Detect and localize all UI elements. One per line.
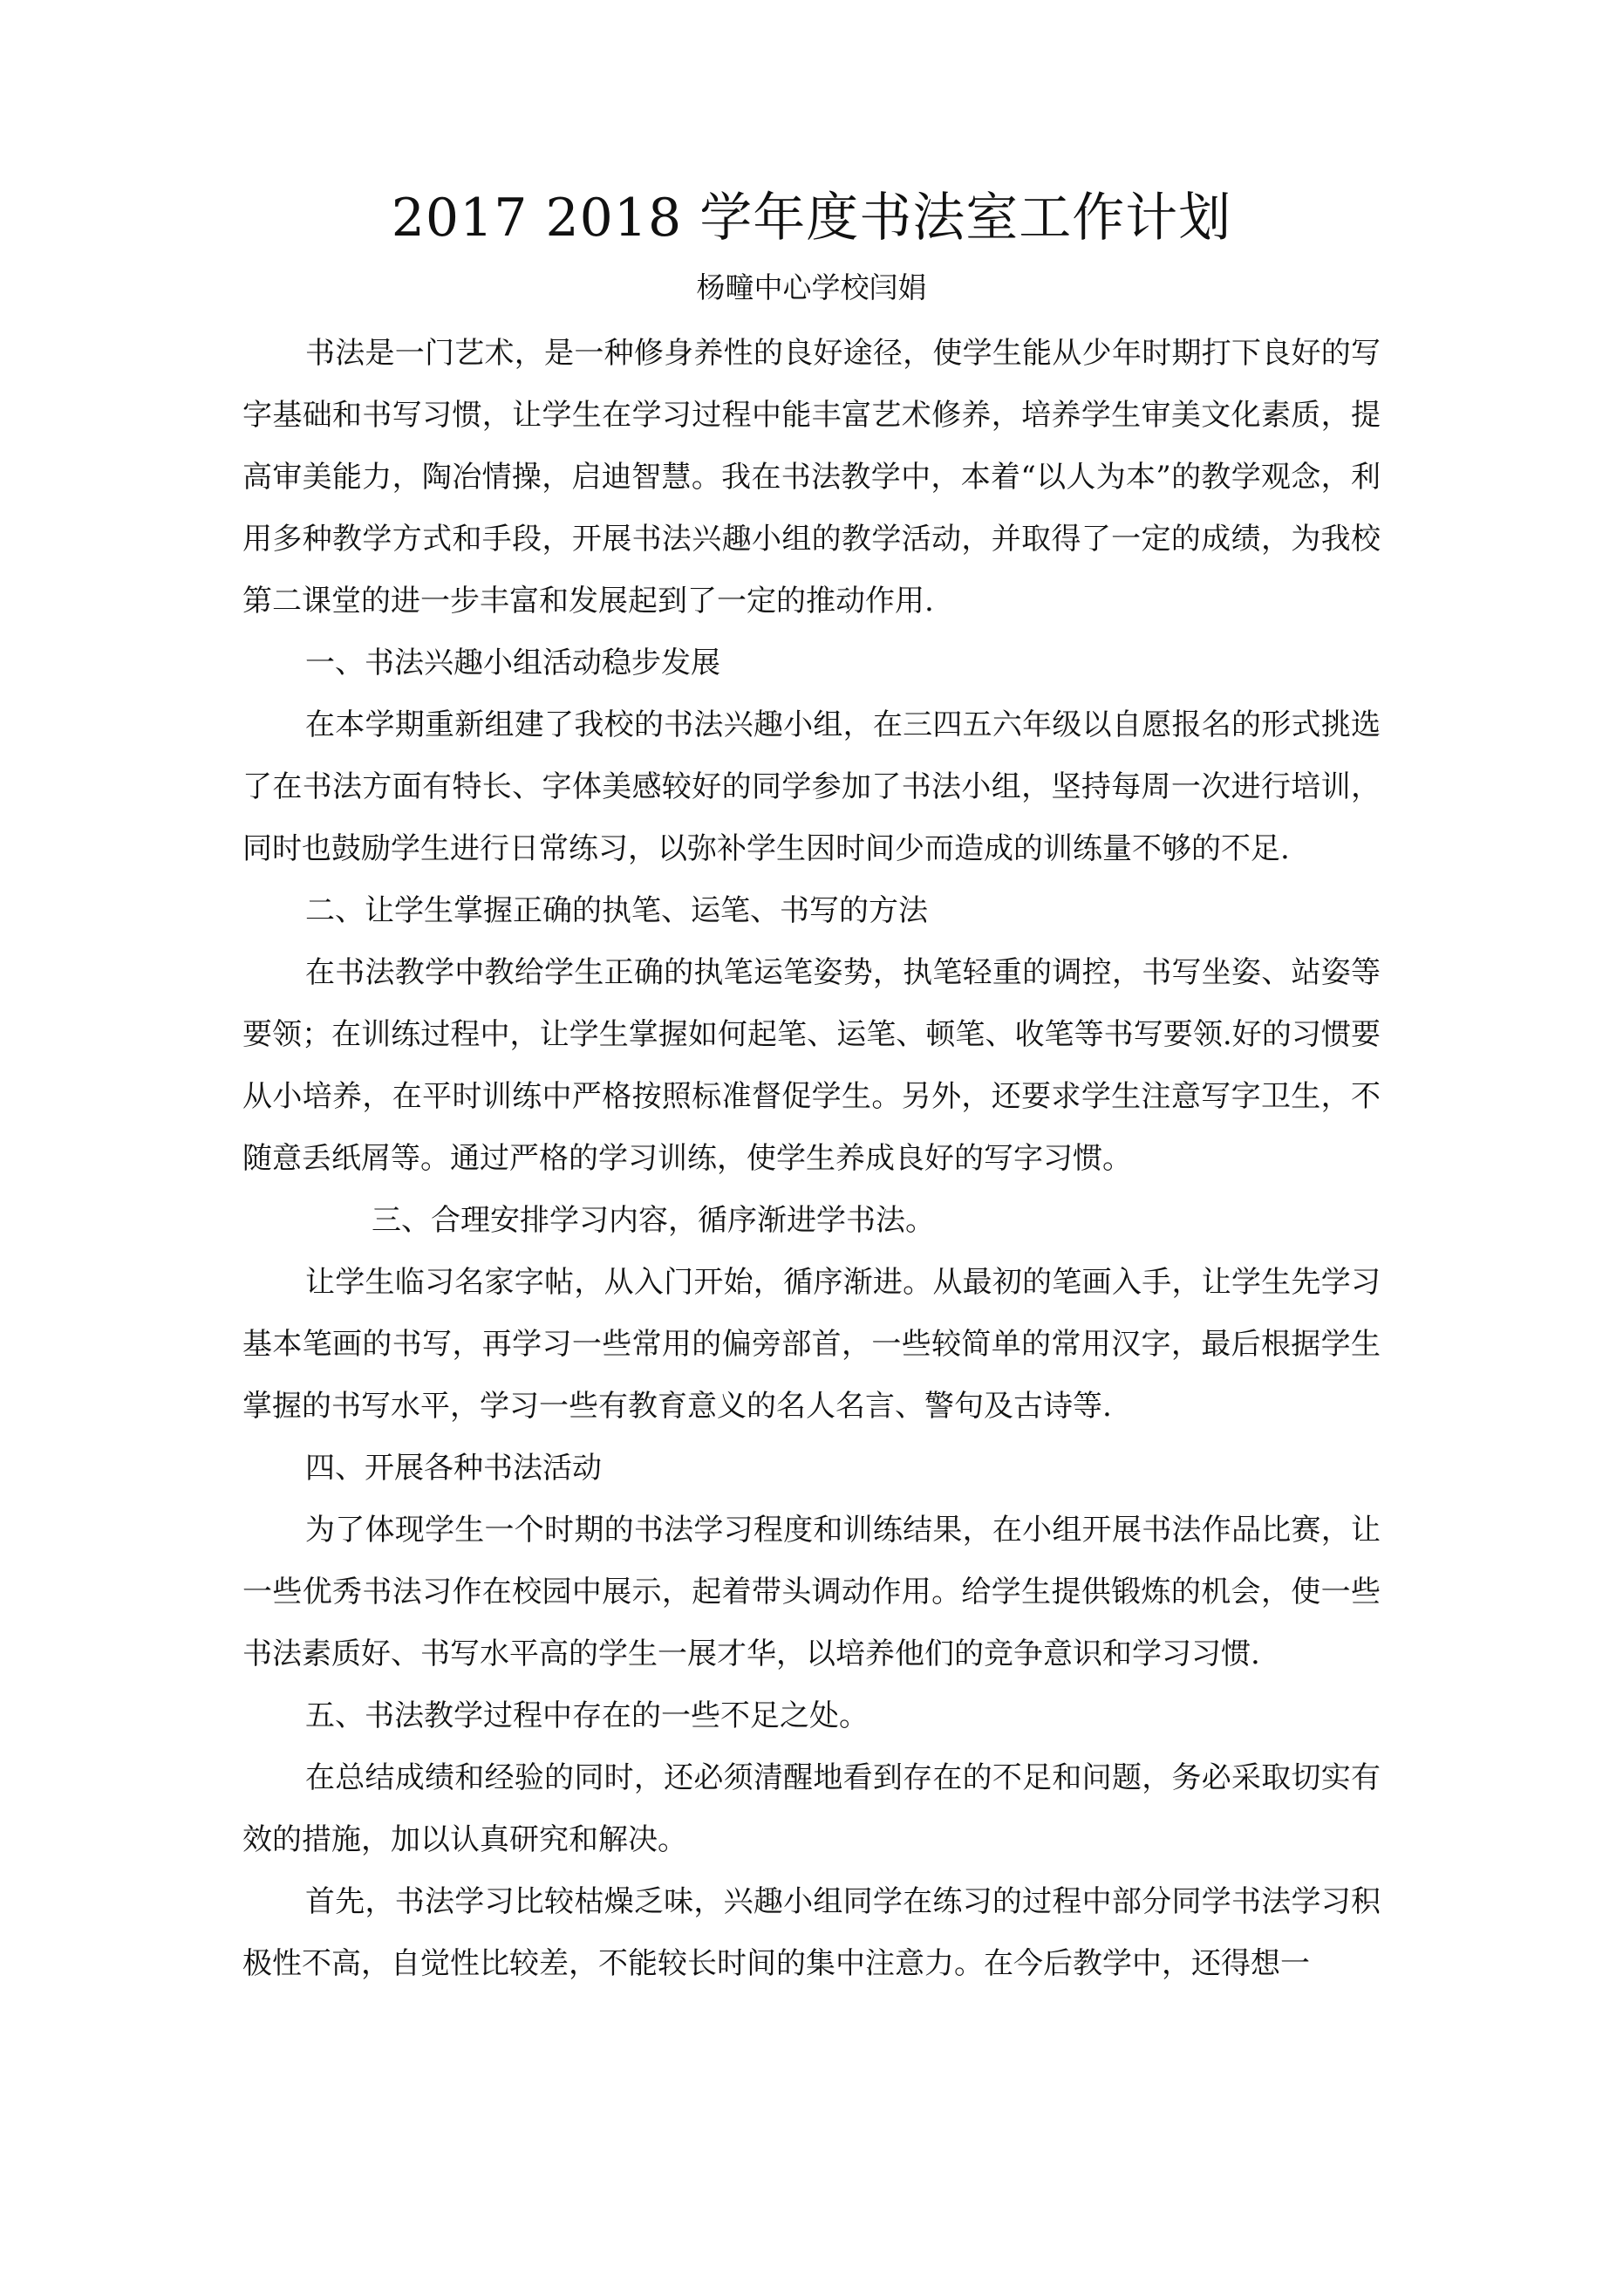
body-paragraph: 首先，书法学习比较枯燥乏味，兴趣小组同学在练习的过程中部分同学书法学习积极性不高，自觉性比较差，不能较长时间的集中注意力。在今后教学中，还得想一 [242,1884,1381,1981]
body-paragraph: 让学生临习名家字帖，从入门开始，循序渐进。从最初的笔画入手，让学生先学习基本笔画的书写，再学习一些常用的偏旁部首，一些较简单的常用汉字，最后根据学生掌握的书写水平，学习一些有教育意义的名人名言、警句及古诗等. [242,1265,1381,1424]
body-paragraph: 在本学期重新组建了我校的书法兴趣小组，在三四五六年级以自愿报名的形式挑选了在书法方面有特长、字体美感较好的同学参加了书法小组，坚持每周一次进行培训，同时也鼓励学生进行日常练习，以弥补学生因时间少而造成的训练量不够的不足. [242,707,1381,866]
section-heading-2: 二、让学生掌握正确的执笔、运笔、书写的方法 [305,893,928,928]
body-paragraph: 为了体现学生一个时期的书法学习程度和训练结果，在小组开展书法作品比赛，让一些优秀书法习作在校园中展示，起着带头调动作用。给学生提供锻炼的机会，使一些书法素质好、书写水平高的学生一展才华，以培养他们的竞争意识和学习习惯. [242,1513,1381,1671]
section-heading-1: 一、书法兴趣小组活动稳步发展 [305,646,720,680]
section-heading-4: 四、开展各种书法活动 [305,1451,602,1486]
section-heading-5: 五、书法教学过程中存在的一些不足之处。 [305,1698,869,1733]
document-body [242,323,1381,1995]
intro-paragraph: 书法是一门艺术，是一种修身养性的良好途径，使学生能从少年时期打下良好的写字基础和书写习惯，让学生在学习过程中能丰富艺术修养，培养学生审美文化素质，提高审美能力，陶冶情操，启迪智慧。我在书法教学中，本着“以人为本”的教学观念，利用多种教学方式和手段，开展书法兴趣小组的教学活动，并取得了一定的成绩，为我校第二课堂的进一步丰富和发展起到了一定的推动作用. [242,336,1381,618]
document-author: 杨疃中心学校闫娟 [696,270,927,304]
body-paragraph: 在书法教学中教给学生正确的执笔运笔姿势，执笔轻重的调控，书写坐姿、站姿等要领；在训练过程中，让学生掌握如何起笔、运笔、顿笔、收笔等书写要领.好的习惯要从小培养，在平时训练中严格按照标准督促学生。另外，还要求学生注意写字卫生，不随意丢纸屑等。通过严格的学习训练，使学生养成良好的写字习惯。 [242,955,1381,1176]
section-heading-3: 三、合理安排学习内容，循序渐进学书法。 [372,1203,935,1238]
body-paragraph: 在总结成绩和经验的同时，还必须清醒地看到存在的不足和问题，务必采取切实有效的措施，加以认真研究和解决。 [242,1760,1381,1857]
document-title: 2017 2018 学年度书法室工作计划 [391,188,1232,249]
